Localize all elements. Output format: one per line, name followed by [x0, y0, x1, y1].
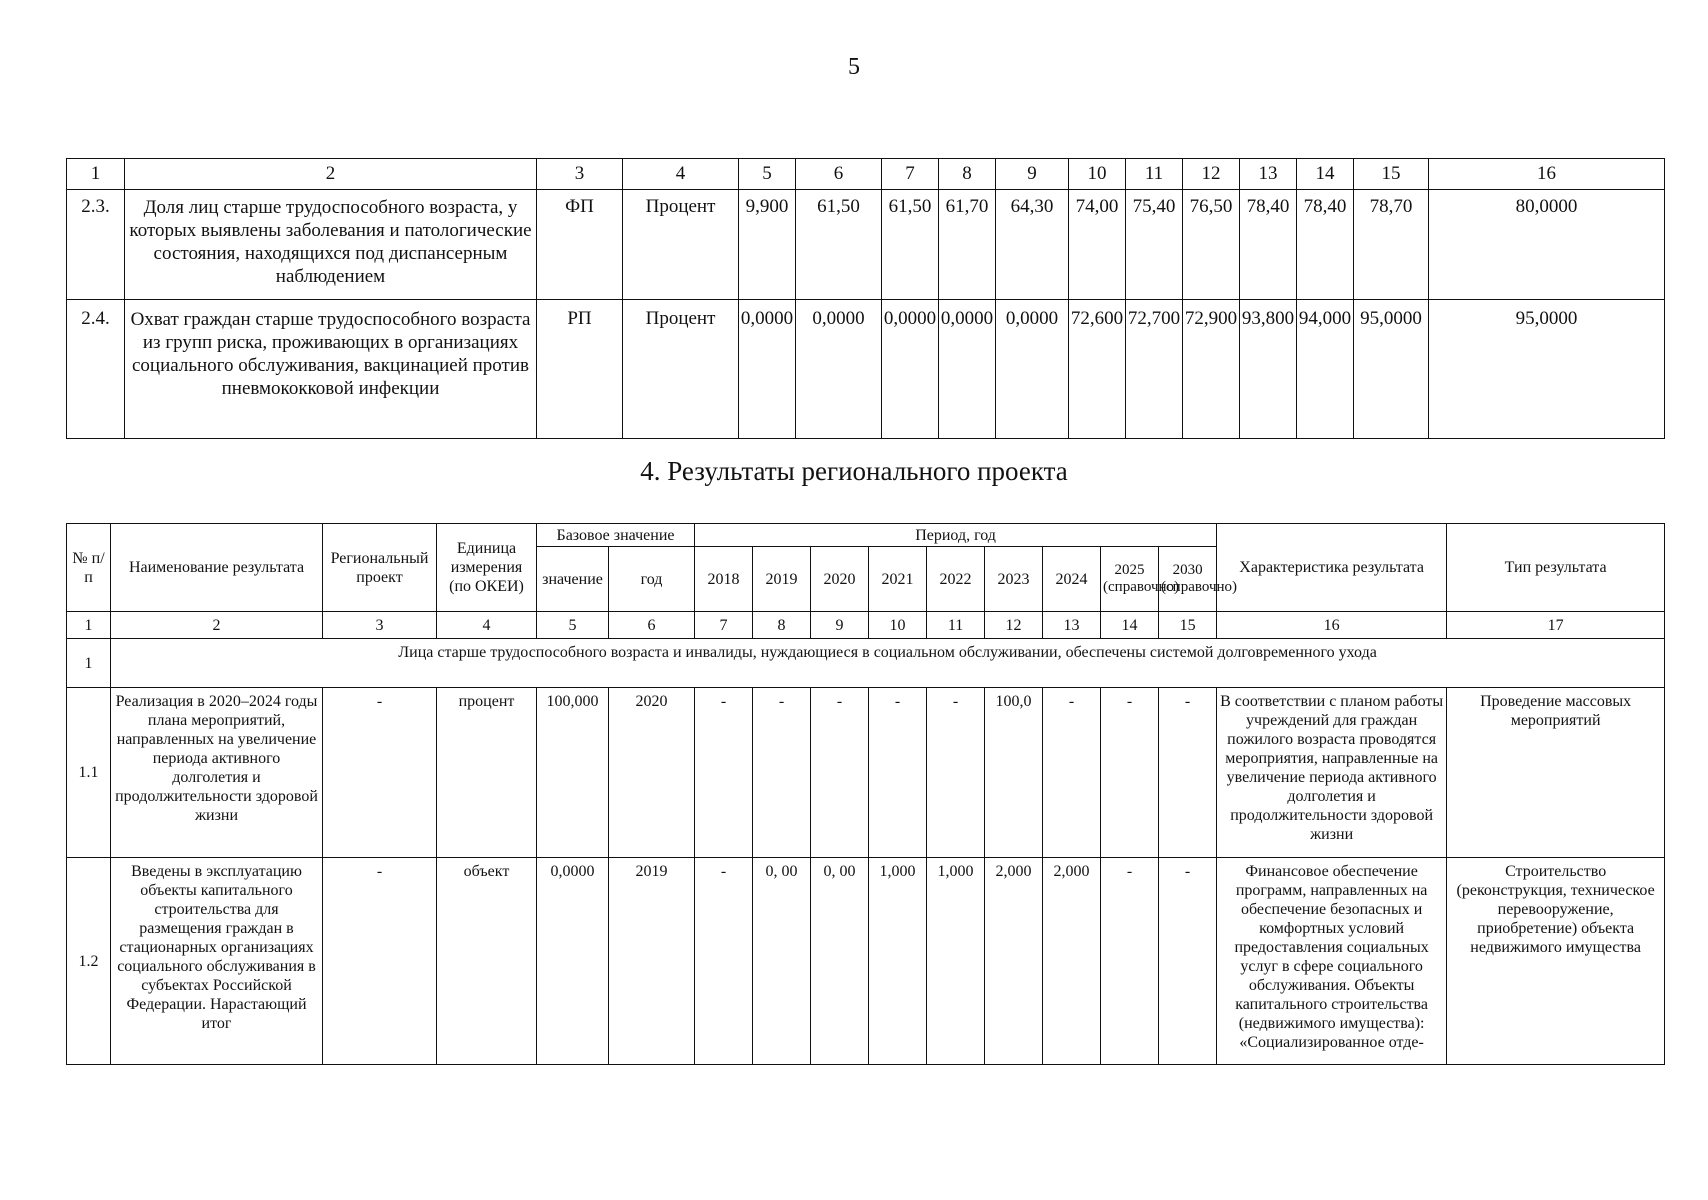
col-index: 13 — [1043, 612, 1101, 639]
year-value: - — [1159, 688, 1217, 858]
value-cell: 61,70 — [939, 190, 996, 300]
col-index: 15 — [1159, 612, 1217, 639]
col-header-base: Базовое значение — [537, 524, 695, 547]
table-row — [67, 858, 1665, 1065]
value-cell: 9,900 — [739, 190, 796, 300]
col-header-base-year: год — [609, 547, 695, 612]
value-cell: 93,800 — [1240, 300, 1297, 439]
value-cell: 78,70 — [1354, 190, 1429, 300]
col-header-year: 2021 — [869, 547, 927, 612]
col-header: 8 — [939, 159, 996, 190]
year-value: 100,0 — [985, 688, 1043, 858]
value-cell: 72,600 — [1069, 300, 1126, 439]
results-table — [66, 523, 1665, 1065]
value-cell: 72,700 — [1126, 300, 1183, 439]
col-header-year: 2023 — [985, 547, 1043, 612]
col-header-result-type: Тип результата — [1447, 524, 1665, 612]
result-project: - — [323, 688, 437, 858]
col-header-unit: Единица измерения (по ОКЕИ) — [437, 524, 537, 612]
col-header: 9 — [996, 159, 1069, 190]
indicator-name: Доля лиц старше трудоспособного возраста, у которых выявлены заболевания и патологические состояния, находящихся под диспансерным наблюдением — [125, 190, 537, 300]
value-cell: 80,0000 — [1429, 190, 1665, 300]
row-number: 1.2 — [67, 858, 111, 1065]
result-name: Реализация в 2020–2024 годы плана мероприятий, направленных на увеличение периода активного долголетия и продолжительности здоровой жизни — [111, 688, 323, 858]
col-header-year-2025: 2025 (справочно) — [1101, 547, 1159, 612]
value-cell: 78,40 — [1240, 190, 1297, 300]
table-row — [67, 190, 1665, 300]
col-index: 5 — [537, 612, 609, 639]
year-value: 2,000 — [985, 858, 1043, 1065]
col-index: 3 — [323, 612, 437, 639]
col-header-year: 2018 — [695, 547, 753, 612]
table-row — [67, 300, 1665, 439]
year-value: 1,000 — [927, 858, 985, 1065]
col-index: 16 — [1217, 612, 1447, 639]
col-header: 12 — [1183, 159, 1240, 190]
col-index: 10 — [869, 612, 927, 639]
year-value: - — [869, 688, 927, 858]
col-index: 1 — [67, 612, 111, 639]
col-index: 17 — [1447, 612, 1665, 639]
col-header-year-2030: 2030 (справочно) — [1159, 547, 1217, 612]
col-header: 11 — [1126, 159, 1183, 190]
value-cell: 61,50 — [796, 190, 882, 300]
base-year: 2019 — [609, 858, 695, 1065]
year-value: - — [1101, 688, 1159, 858]
result-characteristic: Финансовое обеспечение программ, направленных на обеспечение безопасных и комфортных условий предоставления социальных услуг в сфере социального обслуживания. Объекты капитального строительства (недвижимого имущества): «Социализированное отде- — [1217, 858, 1447, 1065]
year-value: - — [753, 688, 811, 858]
result-name: Введены в эксплуатацию объекты капитального строительства для размещения граждан в стационарных организациях социального обслуживания в субъектах Российской Федерации. Нарастающий итог — [111, 858, 323, 1065]
col-header-year: 2022 — [927, 547, 985, 612]
value-cell: 95,0000 — [1354, 300, 1429, 439]
indicator-type: РП — [537, 300, 623, 439]
col-index: 12 — [985, 612, 1043, 639]
col-header-name: Наименование результата — [111, 524, 323, 612]
col-header-year: 2020 — [811, 547, 869, 612]
year-value: 0, 00 — [811, 858, 869, 1065]
year-value: 2,000 — [1043, 858, 1101, 1065]
value-cell: 94,000 — [1297, 300, 1354, 439]
col-header-characteristic: Характеристика результата — [1217, 524, 1447, 612]
indicator-unit: Процент — [623, 300, 739, 439]
base-value: 0,0000 — [537, 858, 609, 1065]
results-index-row — [67, 612, 1665, 639]
year-value: 0, 00 — [753, 858, 811, 1065]
base-value: 100,000 — [537, 688, 609, 858]
col-header: 2 — [125, 159, 537, 190]
indicators-table — [66, 158, 1665, 439]
col-index: 6 — [609, 612, 695, 639]
value-cell: 72,900 — [1183, 300, 1240, 439]
col-header: 4 — [623, 159, 739, 190]
section-title: 4. Результаты регионального проекта — [640, 456, 1068, 486]
year-value: 1,000 — [869, 858, 927, 1065]
col-index: 14 — [1101, 612, 1159, 639]
col-header: 7 — [882, 159, 939, 190]
year-value: - — [695, 688, 753, 858]
base-year: 2020 — [609, 688, 695, 858]
col-header: 6 — [796, 159, 882, 190]
result-project: - — [323, 858, 437, 1065]
value-cell: 74,00 — [1069, 190, 1126, 300]
col-index: 7 — [695, 612, 753, 639]
value-cell: 78,40 — [1297, 190, 1354, 300]
indicator-name: Охват граждан старше трудоспособного возраста из групп риска, проживающих в организациях социального обслуживания, вакцинацией против пневмококковой инфекции — [125, 300, 537, 439]
col-header-base-value: значение — [537, 547, 609, 612]
indicator-type: ФП — [537, 190, 623, 300]
col-header: 13 — [1240, 159, 1297, 190]
year-value: - — [811, 688, 869, 858]
result-unit: процент — [437, 688, 537, 858]
col-header-year: 2019 — [753, 547, 811, 612]
result-unit: объект — [437, 858, 537, 1065]
results-header-row — [67, 524, 1665, 547]
year-value: - — [1101, 858, 1159, 1065]
col-header-year: 2024 — [1043, 547, 1101, 612]
value-cell: 0,0000 — [939, 300, 996, 439]
col-header-period: Период, год — [695, 524, 1217, 547]
indicator-unit: Процент — [623, 190, 739, 300]
year-value: - — [927, 688, 985, 858]
row-number: 2.3. — [67, 190, 125, 300]
group-row — [67, 639, 1665, 688]
group-number: 1 — [67, 639, 111, 688]
group-title: Лица старше трудоспособного возраста и инвалиды, нуждающиеся в социальном обслуживании, обеспечены системой долговременного ухода — [111, 639, 1665, 688]
col-header: 10 — [1069, 159, 1126, 190]
year-value: - — [1043, 688, 1101, 858]
col-header-num: № п/п — [67, 524, 111, 612]
col-index: 4 — [437, 612, 537, 639]
value-cell: 64,30 — [996, 190, 1069, 300]
col-index: 11 — [927, 612, 985, 639]
col-index: 2 — [111, 612, 323, 639]
value-cell: 75,40 — [1126, 190, 1183, 300]
value-cell: 0,0000 — [882, 300, 939, 439]
col-header: 14 — [1297, 159, 1354, 190]
year-value: - — [1159, 858, 1217, 1065]
result-type: Строительство (реконструкция, техническое перевооружение, приобретение) объекта недвижимого имущества — [1447, 858, 1665, 1065]
col-header: 3 — [537, 159, 623, 190]
value-cell: 76,50 — [1183, 190, 1240, 300]
col-header: 15 — [1354, 159, 1429, 190]
col-header: 1 — [67, 159, 125, 190]
row-number: 1.1 — [67, 688, 111, 858]
col-index: 9 — [811, 612, 869, 639]
result-characteristic: В соответствии с планом работы учреждений для граждан пожилого возраста проводятся мероприятия, направленные на увеличение периода активного долголетия и продолжительности здоровой жизни — [1217, 688, 1447, 858]
value-cell: 0,0000 — [796, 300, 882, 439]
value-cell: 61,50 — [882, 190, 939, 300]
result-type: Проведение массовых мероприятий — [1447, 688, 1665, 858]
row-number: 2.4. — [67, 300, 125, 439]
value-cell: 95,0000 — [1429, 300, 1665, 439]
value-cell: 0,0000 — [739, 300, 796, 439]
col-header: 16 — [1429, 159, 1665, 190]
value-cell: 0,0000 — [996, 300, 1069, 439]
col-header: 5 — [739, 159, 796, 190]
table-row — [67, 688, 1665, 858]
year-value: - — [695, 858, 753, 1065]
indicators-header-row — [67, 159, 1665, 190]
col-header-project: Региональный проект — [323, 524, 437, 612]
page-number: 5 — [848, 54, 860, 80]
col-index: 8 — [753, 612, 811, 639]
